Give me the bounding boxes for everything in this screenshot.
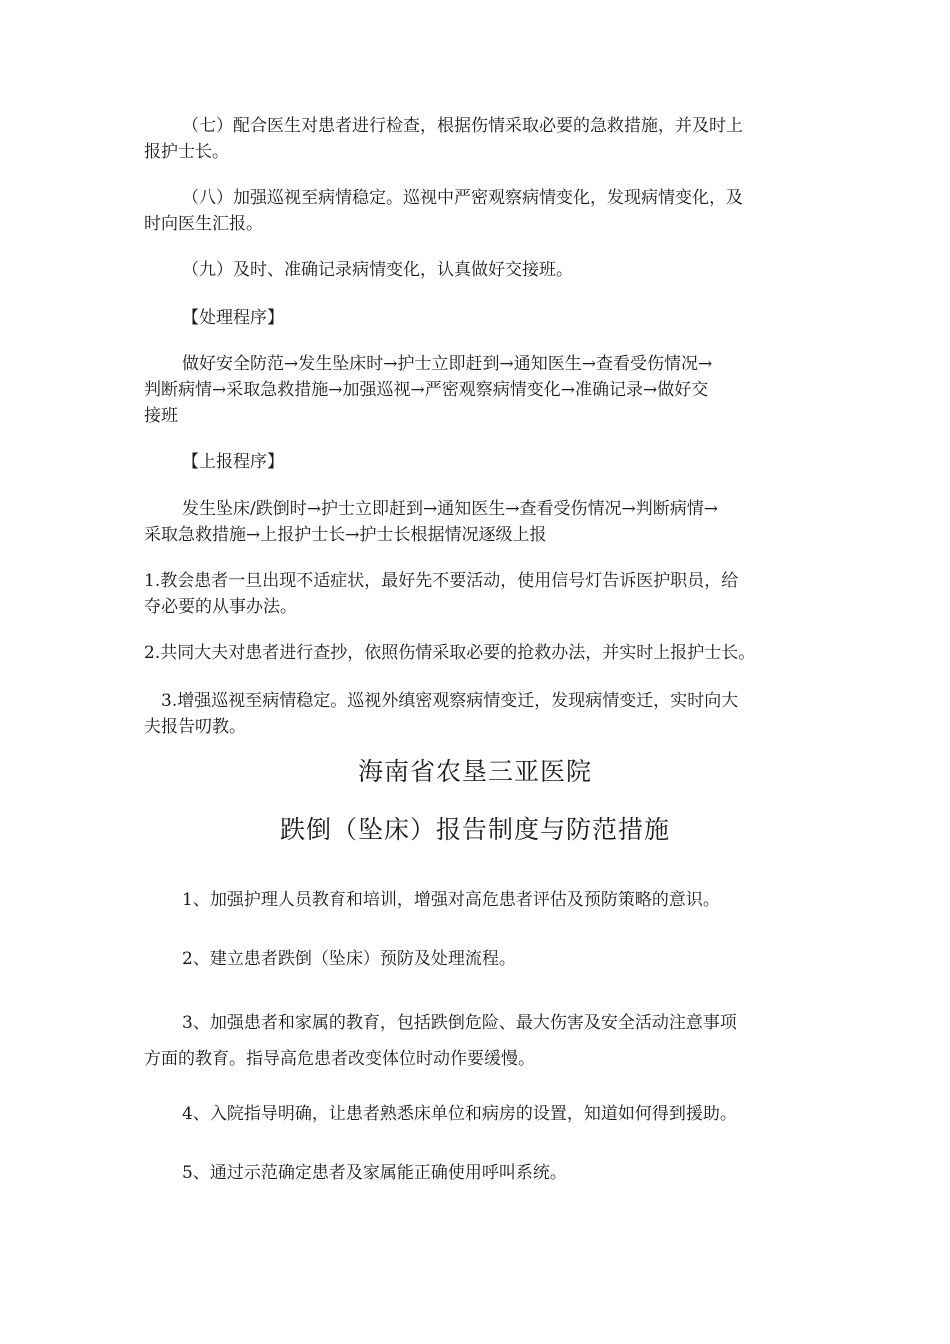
text-line: 2.共同大夫对患者进行查抄，依照伤情采取必要的抢救办法，并实时上报护士长。	[144, 643, 756, 663]
text-line: 判断病情→采取急救措施→加强巡视→严密观察病情变化→准确记录→做好交	[144, 380, 709, 400]
text-line: （九）及时、准确记录病情变化，认真做好交接班。	[182, 260, 573, 280]
measure-item-2	[144, 946, 809, 972]
text-line: 3.增强巡视至病情稳定。巡视外缜密观察病情变迁，发现病情变迁，实时向大	[161, 691, 739, 711]
paragraph-numbered-2	[144, 640, 809, 666]
text-line: 接班	[144, 406, 178, 426]
document-title: 跌倒（坠床）报告制度与防范措施	[279, 815, 670, 844]
text-line: 夺必要的从事办法。	[144, 597, 297, 617]
text-line: 方面的教育。指导高危患者改变体位时动作要缓慢。	[144, 1049, 535, 1069]
measure-item-5	[144, 1160, 809, 1186]
text-line: 5、通过示范确定患者及家属能正确使用呼叫系统。	[182, 1163, 567, 1183]
text-line: 4、入院指导明确，让患者熟悉床单位和病房的设置，知道如何得到援助。	[182, 1104, 737, 1124]
measure-item-3	[144, 1005, 809, 1077]
text-line: 采取急救措施→上报护士长→护士长根据情况逐级上报	[144, 525, 547, 545]
text-line: 【上报程序】	[182, 452, 284, 472]
text-line: 2、建立患者跌倒（坠床）预防及处理流程。	[182, 949, 516, 969]
paragraph-handling-procedure	[144, 351, 809, 429]
paragraph-item-8	[144, 185, 809, 237]
measure-item-4	[144, 1101, 809, 1127]
text-line: 1、加强护理人员教育和培训，增强对高危患者评估及预防策略的意识。	[182, 890, 720, 910]
paragraph-numbered-1	[144, 568, 809, 620]
text-line: 时向医生汇报。	[144, 214, 263, 234]
text-line: （八）加强巡视至病情稳定。巡视中严密观察病情变化，发现病情变化，及	[182, 188, 743, 208]
text-line: 夫报告叨教。	[144, 717, 246, 737]
text-line: 【处理程序】	[182, 308, 284, 328]
hospital-title: 海南省农垦三亚医院	[357, 757, 592, 786]
section-heading-handling	[144, 305, 809, 331]
section-heading-reporting	[144, 449, 809, 475]
measure-item-1	[144, 887, 809, 913]
paragraph-item-7	[144, 113, 809, 165]
text-line: 1.教会患者一旦出现不适症状，最好先不要活动，使用信号灯告诉医护职员，给	[144, 571, 739, 591]
text-line: 发生坠床/跌倒时→护士立即赶到→通知医生→查看受伤情况→判断病情→	[182, 499, 718, 519]
paragraph-item-9	[144, 257, 809, 283]
paragraph-numbered-3	[144, 688, 809, 740]
text-line: 报护士长。	[144, 142, 229, 162]
text-line: 3、加强患者和家属的教育，包括跌倒危险、最大伤害及安全活动注意事项	[182, 1013, 737, 1033]
text-line: 做好安全防范→发生坠床时→护士立即赶到→通知医生→查看受伤情况→	[182, 354, 713, 374]
text-line: （七）配合医生对患者进行检查，根据伤情采取必要的急救措施，并及时上	[182, 116, 743, 136]
paragraph-reporting-procedure	[144, 496, 809, 548]
